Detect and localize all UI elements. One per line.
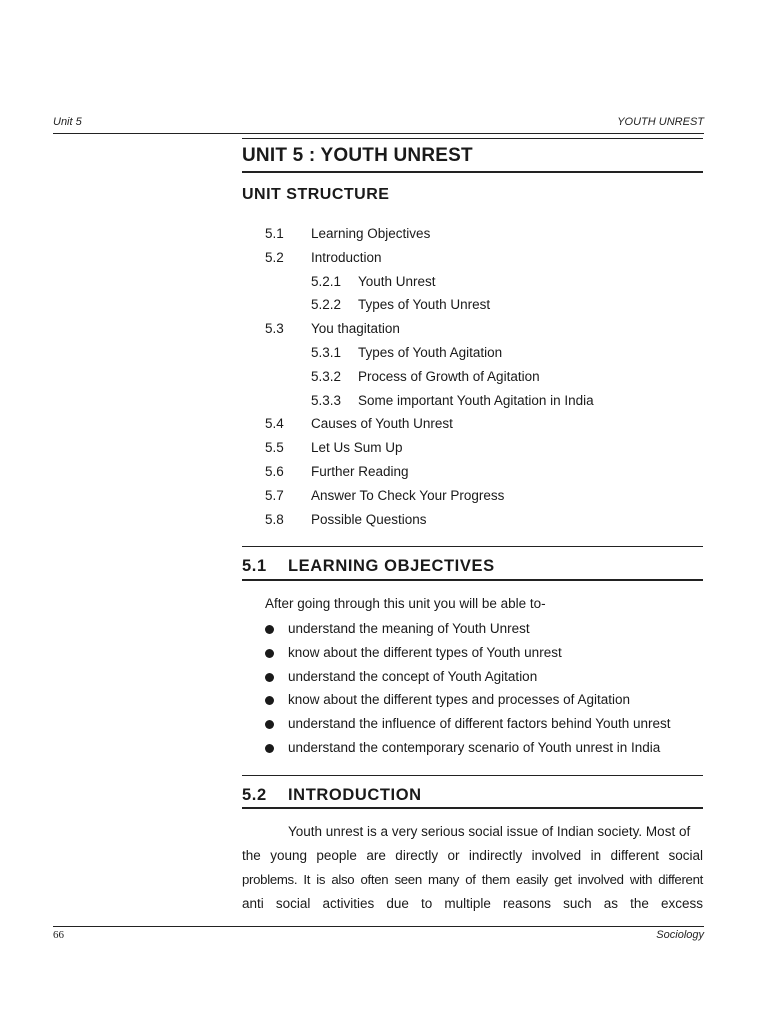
section-52-title: INTRODUCTION <box>288 786 422 804</box>
section-51-top-rule <box>242 546 703 547</box>
toc-item <box>265 512 685 528</box>
toc-item <box>311 274 731 290</box>
objective-text: know about the different types of Youth unrest <box>288 644 562 660</box>
toc-item <box>311 297 731 313</box>
bullet-icon <box>265 720 274 729</box>
toc-item-number: 5.3.3 <box>311 392 342 408</box>
intro-paragraph-line: the young people are directly or indirectly involved in different social <box>242 848 703 863</box>
bullet-icon <box>265 649 274 658</box>
bullet-icon <box>265 696 274 705</box>
objective-item <box>265 716 703 732</box>
toc-item-number: 5.5 <box>265 440 284 456</box>
toc-item-number: 5.3.1 <box>311 345 342 360</box>
toc-item-label: Types of Youth Agitation <box>358 345 503 360</box>
section-51-title: LEARNING OBJECTIVES <box>288 557 495 575</box>
bullet-icon <box>265 625 274 634</box>
toc-item-number: 5.8 <box>265 511 284 527</box>
toc-item <box>265 250 685 266</box>
objective-item <box>265 692 703 708</box>
toc-item <box>265 416 685 432</box>
footer-rule <box>53 926 704 927</box>
intro-paragraph-line: anti social activities due to multiple reasons such as the excess <box>242 896 703 911</box>
toc-item <box>265 464 685 480</box>
toc-item <box>265 440 685 456</box>
toc-item <box>311 345 731 361</box>
running-header-unit: Unit 5 <box>53 116 82 128</box>
toc-item <box>265 226 685 242</box>
toc-item-label: Introduction <box>311 249 382 265</box>
objectives-intro: After going through this unit you will be able to- <box>265 596 546 611</box>
section-52-bottom-rule <box>242 807 703 809</box>
toc-item-number: 5.3 <box>265 321 284 337</box>
objective-text: understand the influence of different factors behind Youth unrest <box>288 716 671 732</box>
toc-item-label: Learning Objectives <box>311 226 431 241</box>
unit-structure-heading: UNIT STRUCTURE <box>242 186 390 203</box>
toc-item <box>265 321 685 337</box>
toc-item-number: 5.2.2 <box>311 297 342 313</box>
toc-item-label: Answer To Check Your Progress <box>311 487 505 503</box>
objective-text: understand the contemporary scenario of Youth unrest in India <box>288 740 661 755</box>
objective-item <box>265 669 703 685</box>
objective-item <box>265 621 703 637</box>
toc-item-label: Let Us Sum Up <box>311 440 403 456</box>
toc-item-number: 5.2 <box>265 249 284 265</box>
toc-item-number: 5.1 <box>265 226 284 241</box>
objective-item <box>265 645 703 661</box>
header-rule <box>53 133 704 134</box>
toc-item-number: 5.7 <box>265 487 284 503</box>
toc-item-number: 5.4 <box>265 416 284 432</box>
intro-paragraph-line: Youth unrest is a very serious social issue of Indian society. Most of <box>288 824 691 839</box>
toc-item-label: Possible Questions <box>311 511 427 527</box>
toc-item-label: Process of Growth of Agitation <box>358 368 540 384</box>
toc-item-label: Types of Youth Unrest <box>358 297 491 313</box>
section-51-bottom-rule <box>242 579 703 581</box>
title-bottom-rule <box>242 171 703 173</box>
toc-item-label: Youth Unrest <box>358 273 436 289</box>
page-number: 66 <box>53 929 64 941</box>
toc-item <box>265 488 685 504</box>
toc-item <box>311 393 731 409</box>
unit-title: UNIT 5 : YOUTH UNREST <box>242 145 473 166</box>
section-52-number: 5.2 <box>242 786 267 804</box>
objective-text: understand the meaning of Youth Unrest <box>288 621 530 636</box>
toc-item-number: 5.3.2 <box>311 368 342 384</box>
footer-subject: Sociology <box>656 929 704 941</box>
intro-paragraph-line: problems. It is also often seen many of them easily get involved with different <box>242 872 703 887</box>
toc-item-number: 5.6 <box>265 464 284 479</box>
objective-text: know about the different types and processes of Agitation <box>288 692 630 708</box>
toc-item-label: Some important Youth Agitation in India <box>358 392 594 408</box>
bullet-icon <box>265 673 274 682</box>
bullet-icon <box>265 744 274 753</box>
section-52-top-rule <box>242 775 703 776</box>
running-header-title: YOUTH UNREST <box>617 116 704 128</box>
toc-item <box>311 369 731 385</box>
toc-item-number: 5.2.1 <box>311 273 342 289</box>
objective-item <box>265 740 703 756</box>
objective-text: understand the concept of Youth Agitation <box>288 668 538 684</box>
toc-item-label: You thagitation <box>311 321 400 337</box>
toc-item-label: Causes of Youth Unrest <box>311 416 453 432</box>
title-top-rule <box>242 138 703 139</box>
toc-item-label: Further Reading <box>311 464 409 479</box>
section-51-number: 5.1 <box>242 557 267 575</box>
